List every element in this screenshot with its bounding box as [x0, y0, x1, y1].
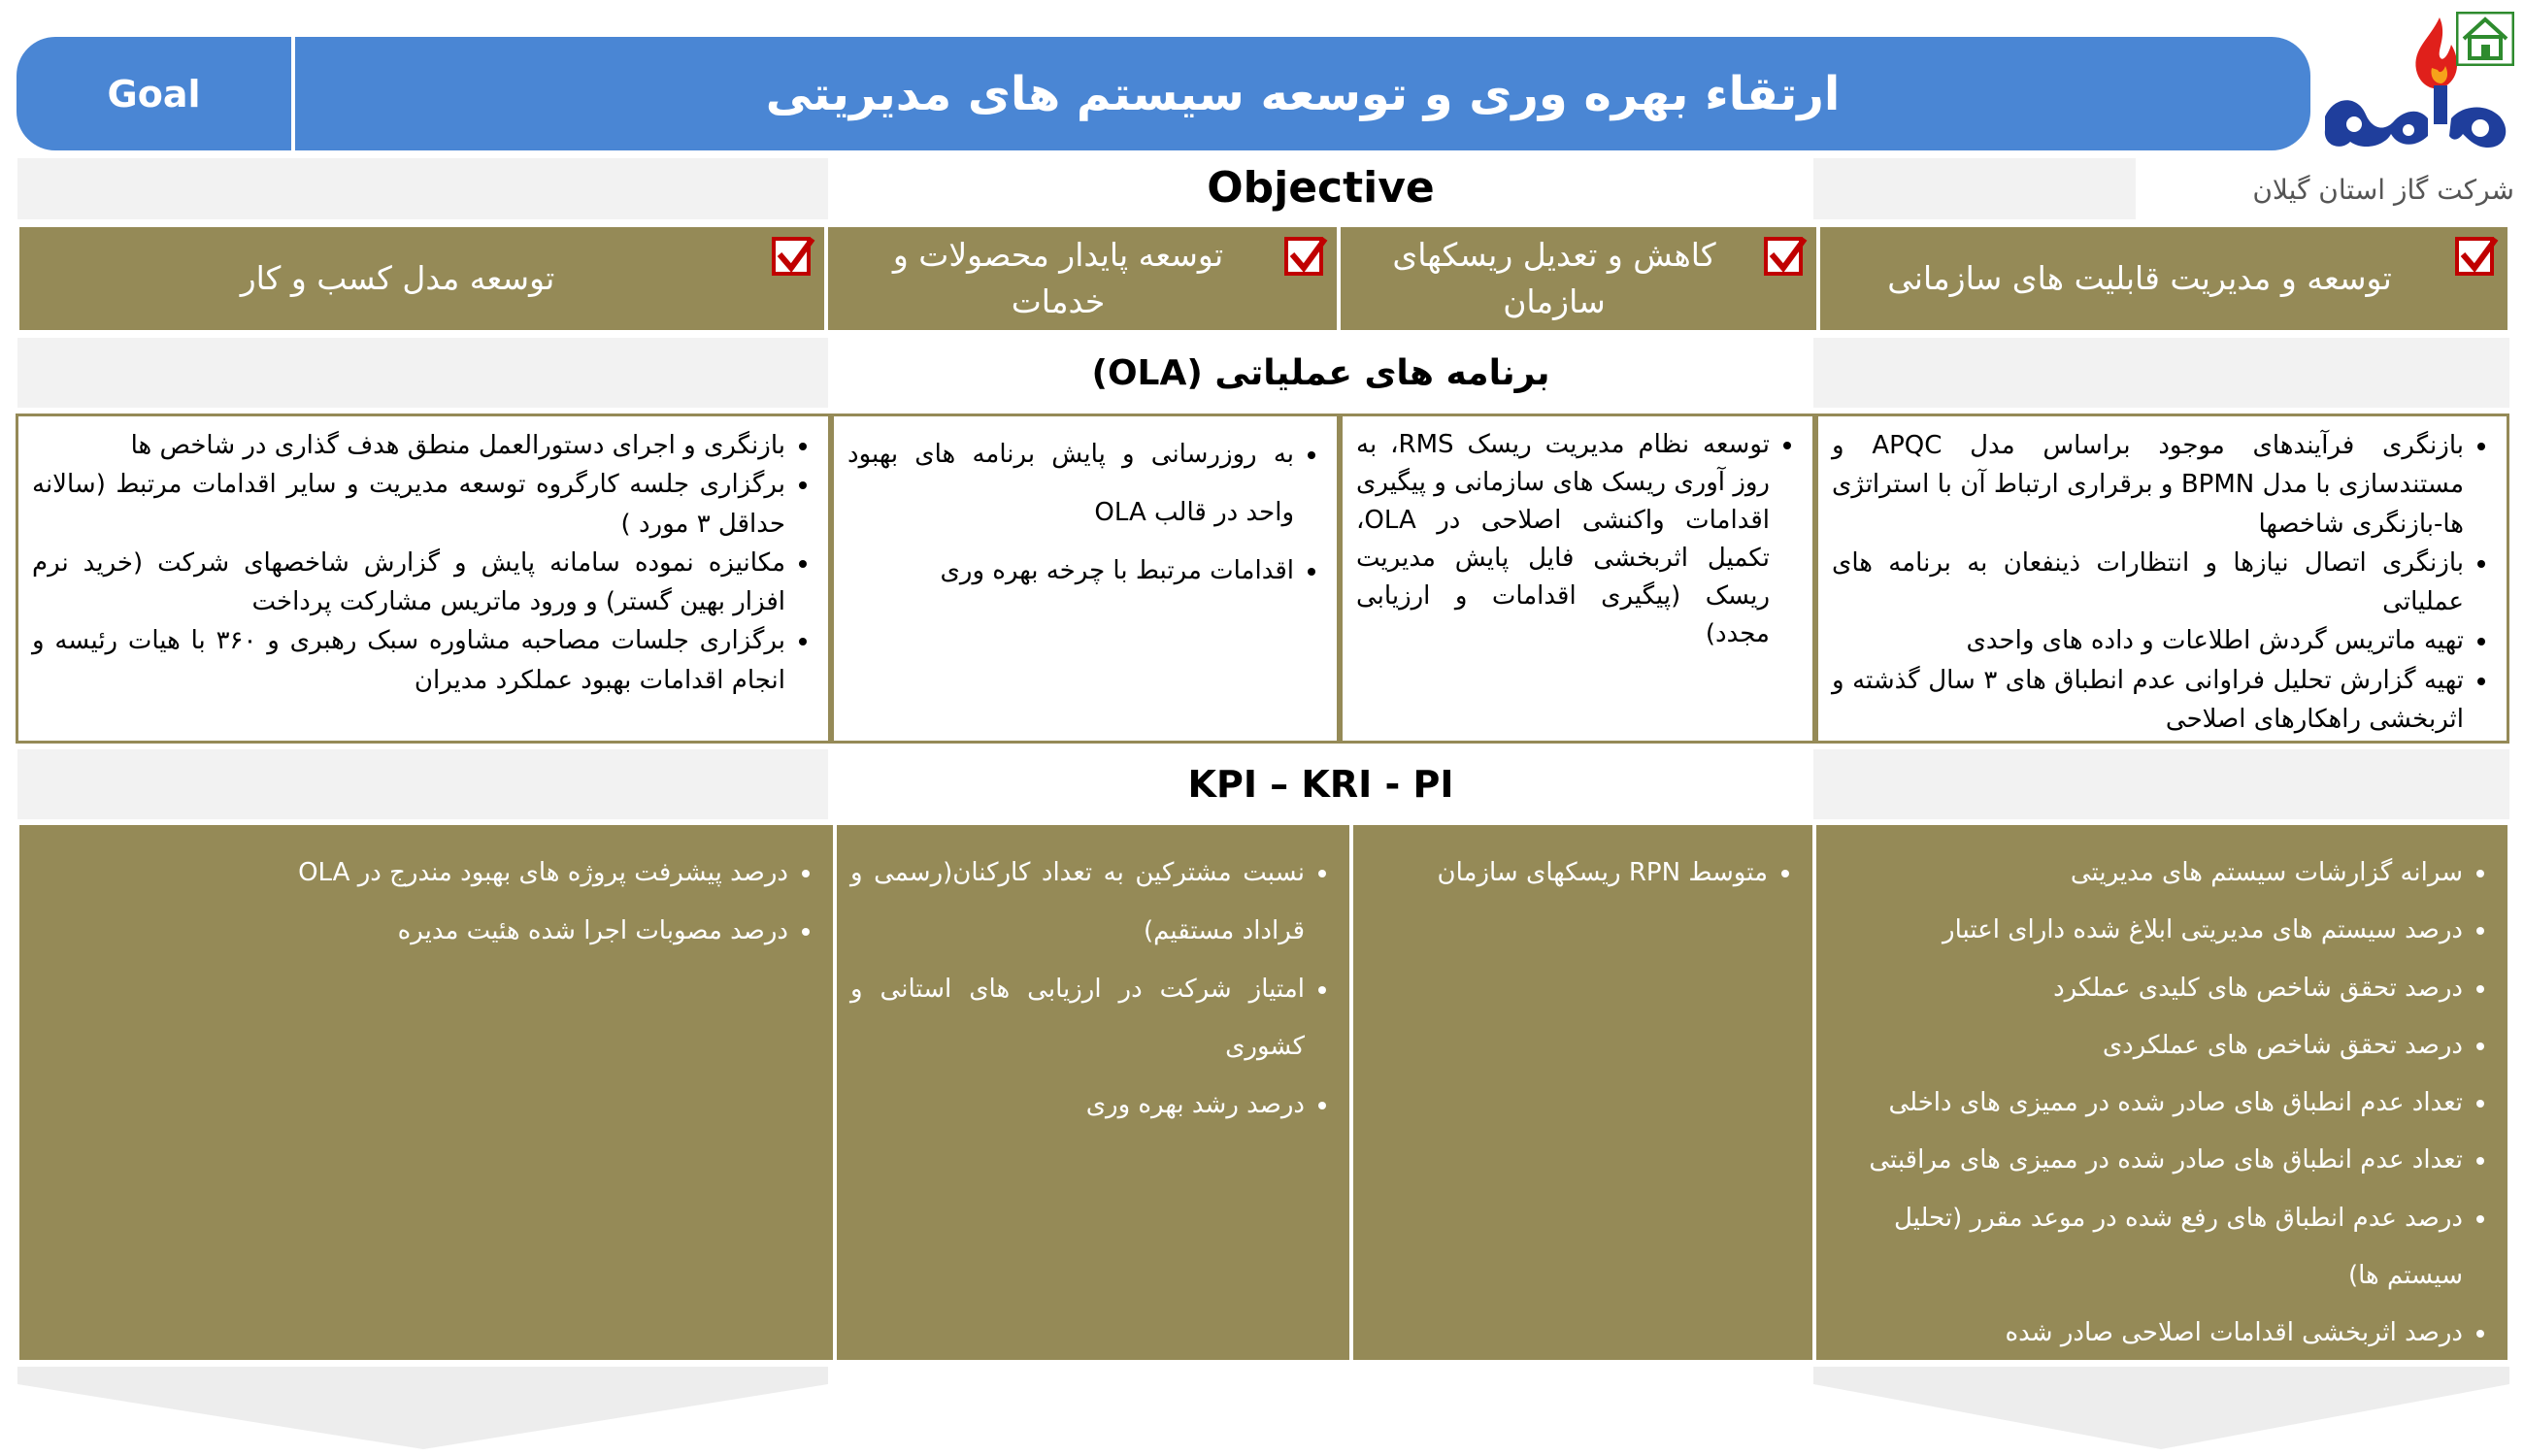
- objective-strip-right: [1813, 158, 2136, 219]
- ola-strip-right: [1813, 338, 2509, 408]
- list-item: • نسبت مشترکین به تعداد کارکنان(رسمی و قراداد مستقیم): [850, 844, 1305, 961]
- list-item: • توسعه نظام مدیریت ریسک RMS، به روز آوری ریسک های سازمانی و پیگیری اقدامات واکنشی اصلاحی در OLA، تکمیل اثربخشی فایل پایش مدیریت ریسک (پیگیری اقدامات و ارزیابی مجدد): [1356, 426, 1770, 653]
- list-item: • به روزرسانی و پایش برنامه های بهبود واحد در قالب OLA: [847, 426, 1294, 543]
- list-item: • اقدامات مرتبط با چرخه بهره وری: [847, 543, 1294, 601]
- objective-risk[interactable]: [1339, 225, 1818, 332]
- ola-box-products: [831, 414, 1340, 744]
- kpi-box-products: [835, 823, 1351, 1362]
- list-item: • تهیه ماتریس گردش اطلاعات و داده های واحدی: [1832, 621, 2464, 660]
- kpi-strip-left: [17, 749, 828, 819]
- checked-box-icon: [1764, 237, 1803, 276]
- list-item: • تعداد عدم انطباق های صادر شده در ممیزی های مراقبتی: [1830, 1132, 2463, 1189]
- ola-title: برنامه های عملیاتی (OLA): [1091, 352, 1550, 393]
- list-item: • بازنگری و اجرای دستورالعمل منطق هدف گذاری در شاخص ها: [32, 426, 785, 465]
- objective-strip-left: [17, 158, 828, 219]
- list-item: • درصد عدم انطباق های رفع شده در موعد مقرر (تحلیل سیستم ها): [1830, 1190, 2463, 1306]
- list-item: • درصد اثربخشی اقدامات اصلاحی صادر شده: [1830, 1305, 2463, 1362]
- objective-business-model[interactable]: [17, 225, 826, 332]
- bottom-chevron-left: [17, 1367, 828, 1449]
- list-item: • متوسط RPN ریسکهای سازمان: [1367, 844, 1768, 903]
- list-item: • درصد مصوبات اجرا شده هئیت مدیره: [33, 903, 788, 961]
- goal-title: ارتقاء بهره وری و توسعه سیستم های مدیریتی: [765, 66, 1841, 121]
- list-item: • درصد تحقق شاخص های کلیدی عملکرد: [1830, 960, 2463, 1017]
- checked-box-icon: [2455, 237, 2494, 276]
- goal-label: Goal: [107, 72, 201, 116]
- list-item: • مکانیزه نموده سامانه پایش و گزارش شاخصهای شرکت (خرید نرم افزار بهین گستر) و ورود ماتریس مشارکت پرداخت: [32, 544, 785, 622]
- list-item: • تعداد عدم انطباق های صادر شده در ممیزی های داخلی: [1830, 1075, 2463, 1132]
- home-icon[interactable]: [2456, 12, 2514, 66]
- kpi-box-capabilities: [1814, 823, 2509, 1362]
- objective-label: توسعه مدل کسب و کار: [240, 259, 555, 298]
- ola-box-risk: [1340, 414, 1815, 744]
- list-item: • برگزاری جلسه کارگروه توسعه مدیریت و سایر اقدامات مرتبط (سالانه حداقل ۳ مورد ): [32, 465, 785, 544]
- kpi-strip-right: [1813, 749, 2509, 819]
- bottom-chevron-right: [1813, 1367, 2509, 1449]
- objective-capabilities[interactable]: [1818, 225, 2509, 332]
- checked-box-icon: [772, 237, 811, 276]
- kpi-title: KPI – KRI - PI: [1187, 763, 1454, 806]
- checked-box-icon: [1284, 237, 1323, 276]
- objective-label: توسعه پایدار محصولات و خدمات: [892, 236, 1224, 320]
- kpi-box-business-model: [17, 823, 835, 1362]
- list-item: • تهیه گزارش تحلیل فراوانی عدم انطباق های ۳ سال گذشته و اثربخشی راهکارهای اصلاحی: [1832, 661, 2464, 740]
- list-item: • درصد پیشرفت پروژه های بهبود مندرج در OLA: [33, 844, 788, 903]
- objective-label: کاهش و تعدیل ریسکهای سازمان: [1392, 236, 1716, 320]
- list-item: • سرانه گزارشات سیستم های مدیریتی: [1830, 844, 2463, 902]
- ola-box-business-model: [16, 414, 831, 744]
- list-item: • امتیاز شرکت در ارزیابی های استانی و کشوری: [850, 961, 1305, 1077]
- list-item: • برگزاری جلسات مصاحبه مشاوره سبک رهبری و ۳۶۰ با هیات رئیسه و انجام اقدامات بهبود عملکرد مدیران: [32, 621, 785, 700]
- objective-title: Objective: [1207, 162, 1435, 213]
- list-item: • درصد تحقق شاخص های عملکردی: [1830, 1017, 2463, 1075]
- kpi-box-risk: [1351, 823, 1814, 1362]
- list-item: • درصد سیستم های مدیریتی ابلاغ شده دارای اعتبار: [1830, 902, 2463, 959]
- list-item: • درصد رشد بهره وری: [850, 1076, 1305, 1135]
- list-item: • بازنگری فرآیندهای موجود براساس مدل APQC و مستندسازی با مدل BPMN و برقراری ارتباط آن با استراتژی ها-بازنگری شاخصها: [1832, 426, 2464, 544]
- list-item: • بازنگری اتصال نیازها و انتظارات ذینفعان به برنامه های عملیاتی: [1832, 544, 2464, 622]
- objective-products[interactable]: [826, 225, 1339, 332]
- company-name: شرکت گاز استان گیلان: [2252, 173, 2514, 206]
- ola-box-capabilities: [1815, 414, 2509, 744]
- ola-strip-left: [17, 338, 828, 408]
- objective-label: توسعه و مدیریت قابلیت های سازمانی: [1887, 259, 2392, 298]
